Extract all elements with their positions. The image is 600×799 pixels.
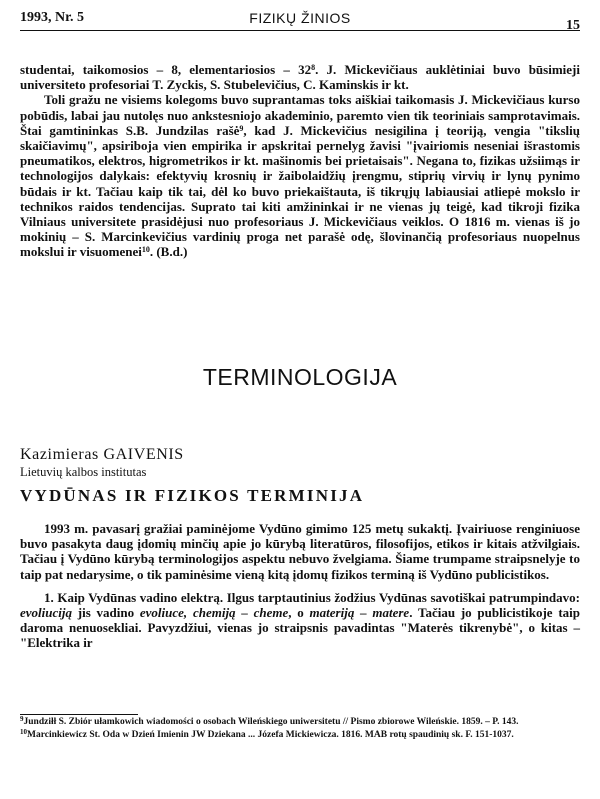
continued-text xyxy=(20,62,580,260)
page-number: 15 xyxy=(566,18,580,33)
article-title: VYDŪNAS IR FIZIKOS TERMINIJA xyxy=(20,486,365,505)
footnote-ref: 10 xyxy=(141,245,150,255)
footnote: $^{10}$Marcinkiewicz St. Oda w Dzień Imienin JW Dziekana ... Józefa Mickiewicza. 1816. MAB rotų spaudinių sk. F. 151-1037. xyxy=(20,728,514,740)
header-rule xyxy=(20,30,580,31)
footnote: $^9$Jundziłł S. Zbiór ułamkowich wiadomości o osobach Wileńskiego uniwersitetu // Pismo zbiorowe Wileńskie. 1859. – P. 143. xyxy=(20,715,519,727)
paragraph: 1993 m. pavasarį gražiai paminėjome Vydūno gimimo 125 metų sukaktį. Įvairiuose renginiuose buvo pasakyta daug įdomių minčių apie jo kūrybą literatūros, filosofijos, etikos ir kitais atžvilgiais. Tačiau į Vydūno kūrybą terminologijos aspektu nebuvo žvelgiama. Šiame trumpame straipsnelyje to taip pat nedarysime, o tik paminėsime vieną kitą įdomų fizikos terminą iš Vydūno publicistikos. xyxy=(20,521,580,582)
author-institution: Lietuvių kalbos institutas xyxy=(20,465,147,479)
footnotes xyxy=(20,716,580,742)
section-heading: TERMINOLOGIJA xyxy=(202,364,398,390)
journal-title: FIZIKŲ ŽINIOS xyxy=(249,10,351,26)
paragraph: 1. Kaip Vydūnas vadino elektrą. Ilgus tarptautinius žodžius Vydūnas savotiškai patrumpindavo: evoliuciją jis vadino evoliuce, chemiją – cheme, o materiją – matere. Tačiau jo publicistikoje taip daroma nenuosekliai. Pavyzdžiui, vienas jo straipsnis pavadintas "Materės tikrenybė", o kitas – "Elektrika ir xyxy=(20,589,580,651)
paragraph: Toli gražu ne visiems kolegoms buvo suprantamas toks aiškiai taikomasis J. Mickevičiaus kurso pobūdis, labai jau nutolęs nuo ankstesniojo akademinio, paremto vien tik teoriniais samprotavimais. Štai gamtininkas S.B. Jundzilas rašė$^9$, kad J. Mickevičius nesigilina į teoriją, vengia "tikslių skaičiavimų", apsiriboja vien empirika ir apskritai pernelyg žavisi "įvairiomis neseniai išrastomis pneumatikos, elektros, higrometrikos ir kt. mašinomis bei prietaisais". Negana to, fizikas užsiimąs ir technologijos dalykais: efektyvių krosnių ir žaibolaidžių įrengmu, stiprių virvių ir lynų pynimo būdais ir kt. Tačiau kaip tik tai, dėl ko buvo priekaištauta, iš tikrųjų labiausiai atliepė mokslo ir technikos raidos tendencijas. Suprato tai kiti amžininkai ir ne vienas jų teigė, kad tikroji fizika Vilniaus universitete prasidėjusi nuo profesoriaus J. Mickevičiaus veiklos. O 1816 m. vienas iš jo mokinių – S. Marcinkevičius vardinių proga net parašė odę, šlovinančią profesoriaus nuopelnus mokslui ir visuomenei$^{10}$. (B.d.) xyxy=(20,92,580,260)
article-body xyxy=(20,521,580,651)
issue-label: 1993, Nr. 5 xyxy=(20,10,85,25)
article-author: Kazimieras GAIVENIS xyxy=(20,446,184,463)
footnote-ref: 8 xyxy=(311,63,316,72)
footnote-rule xyxy=(20,714,138,715)
subsection-lead: 1. Kaip Vydūnas vadino elektrą. xyxy=(44,589,224,605)
running-header xyxy=(20,6,580,34)
footnote-ref: 9 xyxy=(239,123,244,133)
paragraph: studentai, taikomosios – 8, elementariosios – $32^8$. J. Mickevičiaus auklėtiniai buvo būsimieji universiteto profesoriai T. Zyckis, S. Stubelevičius, C. Kaminskis ir kt. xyxy=(20,62,580,93)
